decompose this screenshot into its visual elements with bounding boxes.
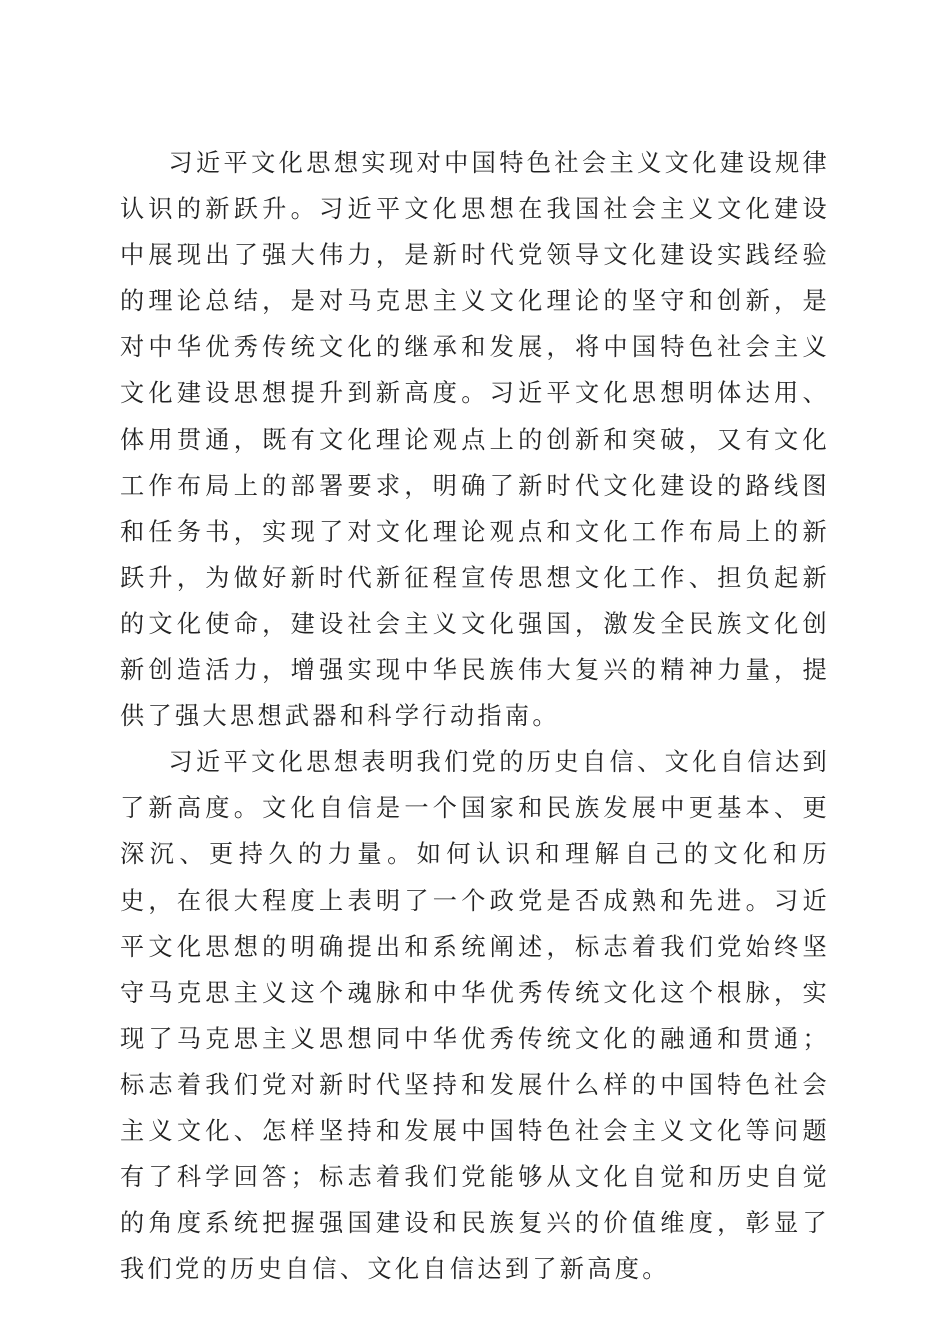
document-body	[120, 140, 830, 1292]
paragraph-1: 习近平文化思想实现对中国特色社会主义文化建设规律认识的新跃升。习近平文化思想在我国社会主义文化建设中展现出了强大伟力，是新时代党领导文化建设实践经验的理论总结，是对马克思主义文化理论的坚守和创新，是对中华优秀传统文化的继承和发展，将中国特色社会主义文化建设思想提升到新高度。习近平文化思想明体达用、体用贯通，既有文化理论观点上的创新和突破，又有文化工作布局上的部署要求，明确了新时代文化建设的路线图和任务书，实现了对文化理论观点和文化工作布局上的新跃升，为做好新时代新征程宣传思想文化工作、担负起新的文化使命，建设社会主义文化强国，激发全民族文化创新创造活力，增强实现中华民族伟大复兴的精神力量，提供了强大思想武器和科学行动指南。	[120, 149, 830, 731]
paragraph-2: 习近平文化思想表明我们党的历史自信、文化自信达到了新高度。文化自信是一个国家和民族发展中更基本、更深沉、更持久的力量。如何认识和理解自己的文化和历史，在很大程度上表明了一个政党是否成熟和先进。习近平文化思想的明确提出和系统阐述，标志着我们党始终坚守马克思主义这个魂脉和中华优秀传统文化这个根脉，实现了马克思主义思想同中华优秀传统文化的融通和贯通；标志着我们党对新时代坚持和发展什么样的中国特色社会主义文化、怎样坚持和发展中国特色社会主义文化等问题有了科学回答；标志着我们党能够从文化自觉和历史自觉的角度系统把握强国建设和民族复兴的价值维度，彰显了我们党的历史自信、文化自信达到了新高度。	[120, 748, 830, 1284]
